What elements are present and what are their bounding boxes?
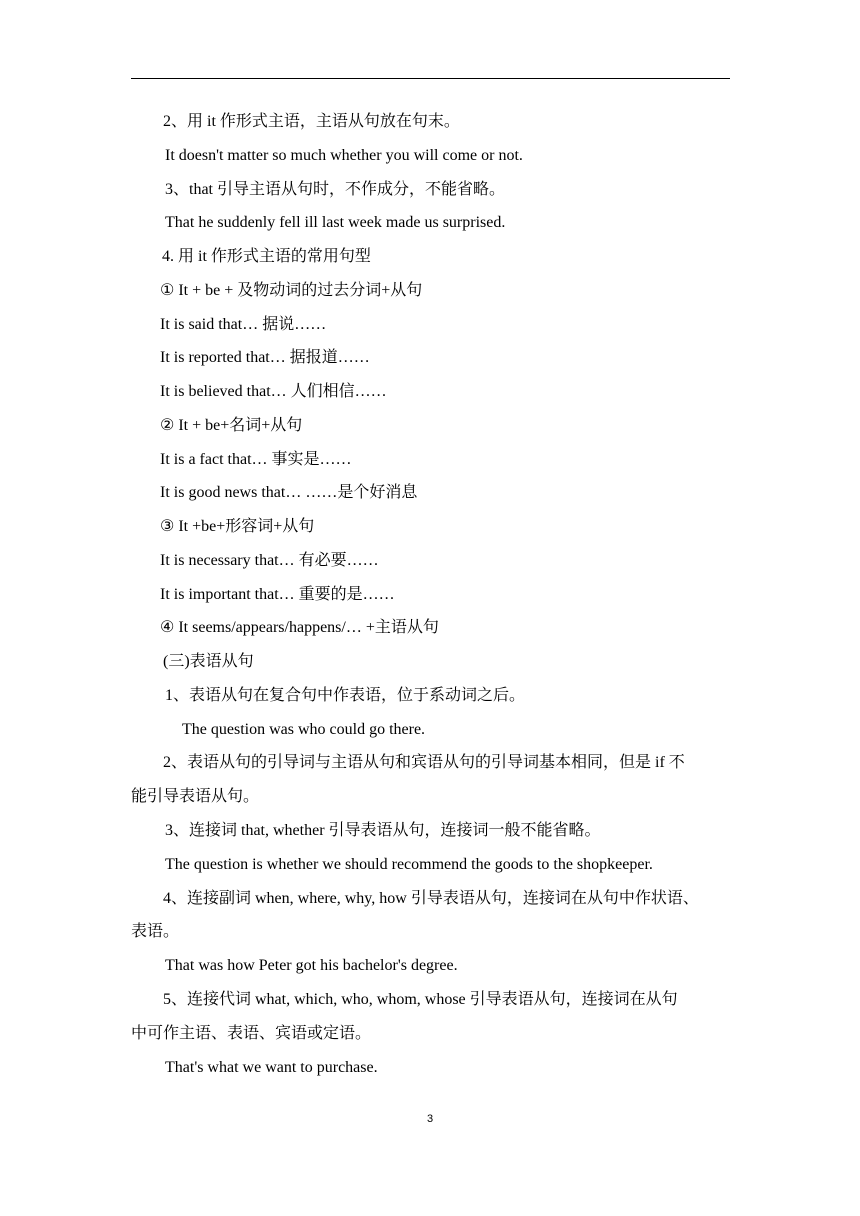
text-line: It is necessary that… 有必要…… [160, 552, 379, 569]
text-line: It is good news that… ……是个好消息 [160, 484, 418, 501]
text-line: 4、连接副词 when, where, why, how 引导表语从句，连接词在从句中作状语、 [163, 890, 699, 907]
text-line: It is believed that… 人们相信…… [160, 383, 387, 400]
page-number: 3 [426, 1113, 434, 1125]
text-line: ① It + be + 及物动词的过去分词+从句 [160, 282, 423, 299]
text-line: That he suddenly fell ill last week made us surprised. [165, 214, 506, 231]
text-line: 2、用 it 作形式主语，主语从句放在句末。 [163, 113, 460, 130]
text-line: It doesn't matter so much whether you will come or not. [165, 147, 523, 164]
text-line: The question was who could go there. [182, 721, 426, 738]
section-heading: (三)表语从句 [163, 653, 254, 670]
text-line: 中可作主语、表语、宾语或定语。 [131, 1025, 372, 1042]
text-line: 3、连接词 that, whether 引导表语从句，连接词一般不能省略。 [165, 822, 601, 839]
text-line: That was how Peter got his bachelor's degree. [165, 957, 458, 974]
text-line: 2、表语从句的引导词与主语从句和宾语从句的引导词基本相同，但是 if 不 [163, 754, 685, 771]
text-line: It is important that… 重要的是…… [160, 586, 395, 603]
text-line: 能引导表语从句。 [131, 788, 260, 805]
text-line: 表语。 [131, 923, 180, 940]
text-line: ② It + be+名词+从句 [160, 417, 303, 434]
text-line: It is reported that… 据报道…… [160, 349, 370, 366]
text-line: ④ It seems/appears/happens/… +主语从句 [160, 619, 439, 636]
text-line: It is said that… 据说…… [160, 316, 327, 333]
text-line: That's what we want to purchase. [165, 1059, 378, 1076]
text-line: The question is whether we should recommend the goods to the shopkeeper. [165, 856, 653, 873]
text-line: 4. 用 it 作形式主语的常用句型 [162, 248, 371, 265]
text-line: 5、连接代词 what, which, who, whom, whose 引导表语从句，连接词在从句 [163, 991, 678, 1008]
text-line: It is a fact that… 事实是…… [160, 451, 352, 468]
text-line: 3、that 引导主语从句时，不作成分，不能省略。 [165, 181, 505, 198]
text-line: ③ It +be+形容词+从句 [160, 518, 315, 535]
header-rule [131, 78, 730, 79]
text-line: 1、表语从句在复合句中作表语，位于系动词之后。 [165, 687, 526, 704]
